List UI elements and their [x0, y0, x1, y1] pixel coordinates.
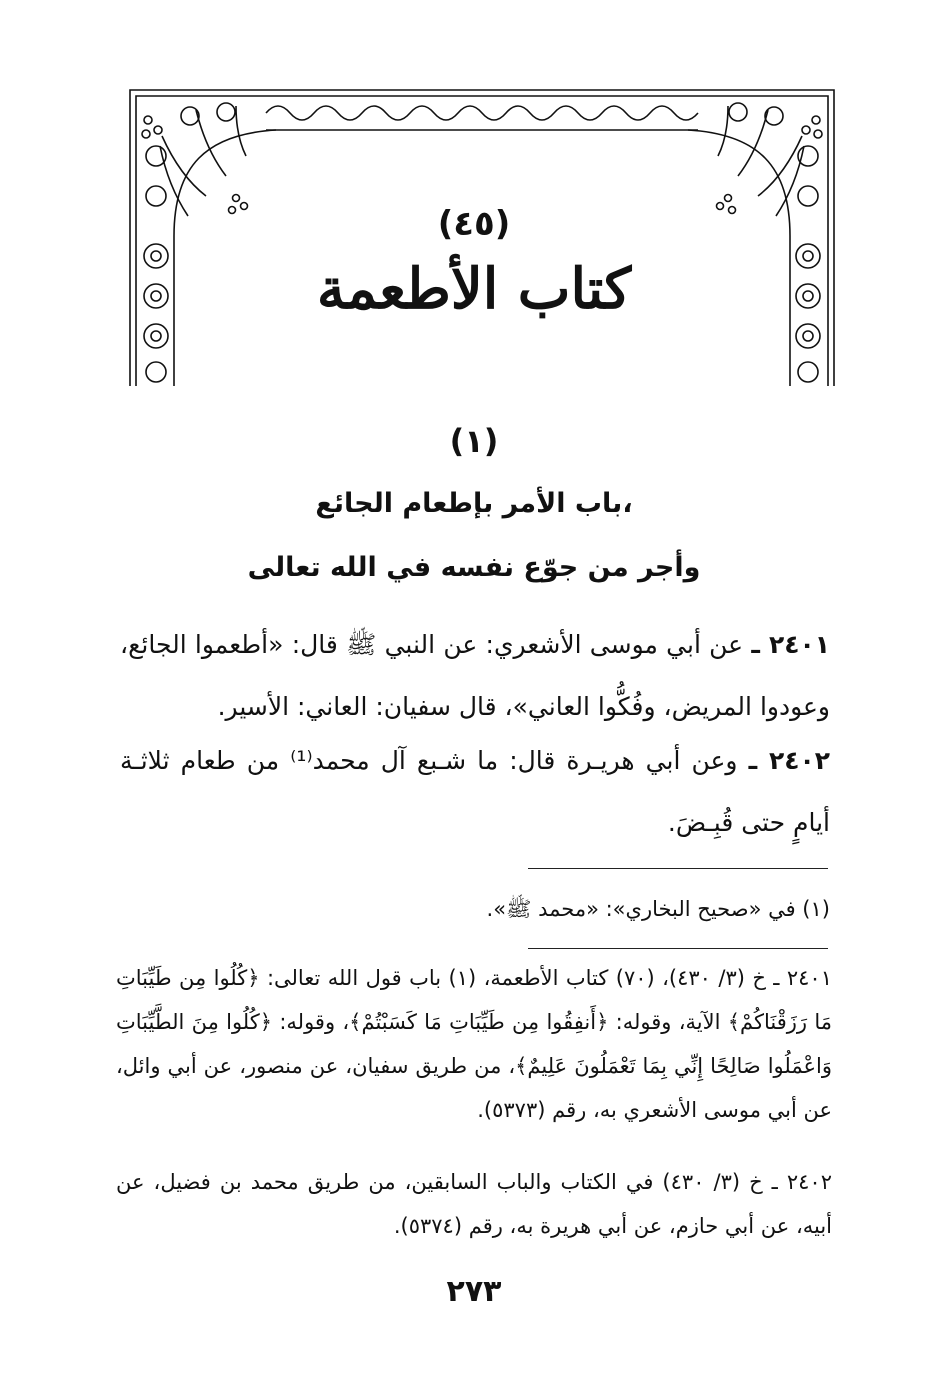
takhrij-divider: [528, 948, 828, 949]
hadith-number: ٢٤٠٢ ـ: [748, 746, 830, 775]
hadith-number: ٢٤٠١ ـ: [751, 630, 830, 659]
hadith-text: عن أبي موسى الأشعري: عن النبي ﷺ قال: «أطعموا الجائع، وعودوا المريض، وفُكُّوا العاني»، قال سفيان: العاني: الأسير.: [120, 630, 830, 721]
section-number: (١): [449, 422, 499, 460]
footnote: (١) في «صحيح البخاري»: «محمد ﷺ».: [486, 897, 830, 921]
section-title-line-1: باب الأمر بإطعام الجائع،: [315, 488, 633, 519]
hadith-paragraph: [120, 614, 830, 738]
footnote-divider: [528, 868, 828, 869]
hadith-text: وعن أبي هريـرة قال: ما شـبع آل محمد⁽¹⁾ من طعام ثلاثـة أيامٍ حتى قُبِـضَ.: [120, 746, 830, 837]
page-number: ٢٧٣: [446, 1274, 502, 1309]
takhrij-paragraph: ٢٤٠٢ ـ خ (٣/ ٤٣٠) في الكتاب والباب السابقين، من طريق محمد بن فضيل، عن أبيه، عن أبي حازم، عن أبي هريرة به، رقم (٥٣٧٤).: [116, 1170, 832, 1238]
section-title-line-2: وأجر من جوّع نفسه في الله تعالى: [247, 552, 701, 583]
hadith-paragraph: [120, 730, 830, 854]
book-title: كتاب الأطعمة: [316, 256, 632, 322]
takhrij-paragraph: ٢٤٠١ ـ خ (٣/ ٤٣٠)، (٧٠) كتاب الأطعمة، (١) باب قول الله تعالى: ﴿كُلُوا مِن طَيِّبَاتِ مَا رَزَقْنَاكُمْ﴾ الآية، وقوله: ﴿أَنفِقُوا مِن طَيِّبَاتِ مَا كَسَبْتُمْ﴾، وقوله: ﴿كُلُوا مِنَ الطَّيِّبَاتِ وَاعْمَلُوا صَالِحًا إِنِّي بِمَا تَعْمَلُونَ عَلِيمٌ﴾، من طريق سفيان، عن منصور، عن أبي وائل، عن أبي موسى الأشعري به، رقم (٥٣٧٣).: [116, 966, 832, 1122]
chapter-number: (٤٥): [437, 204, 511, 244]
